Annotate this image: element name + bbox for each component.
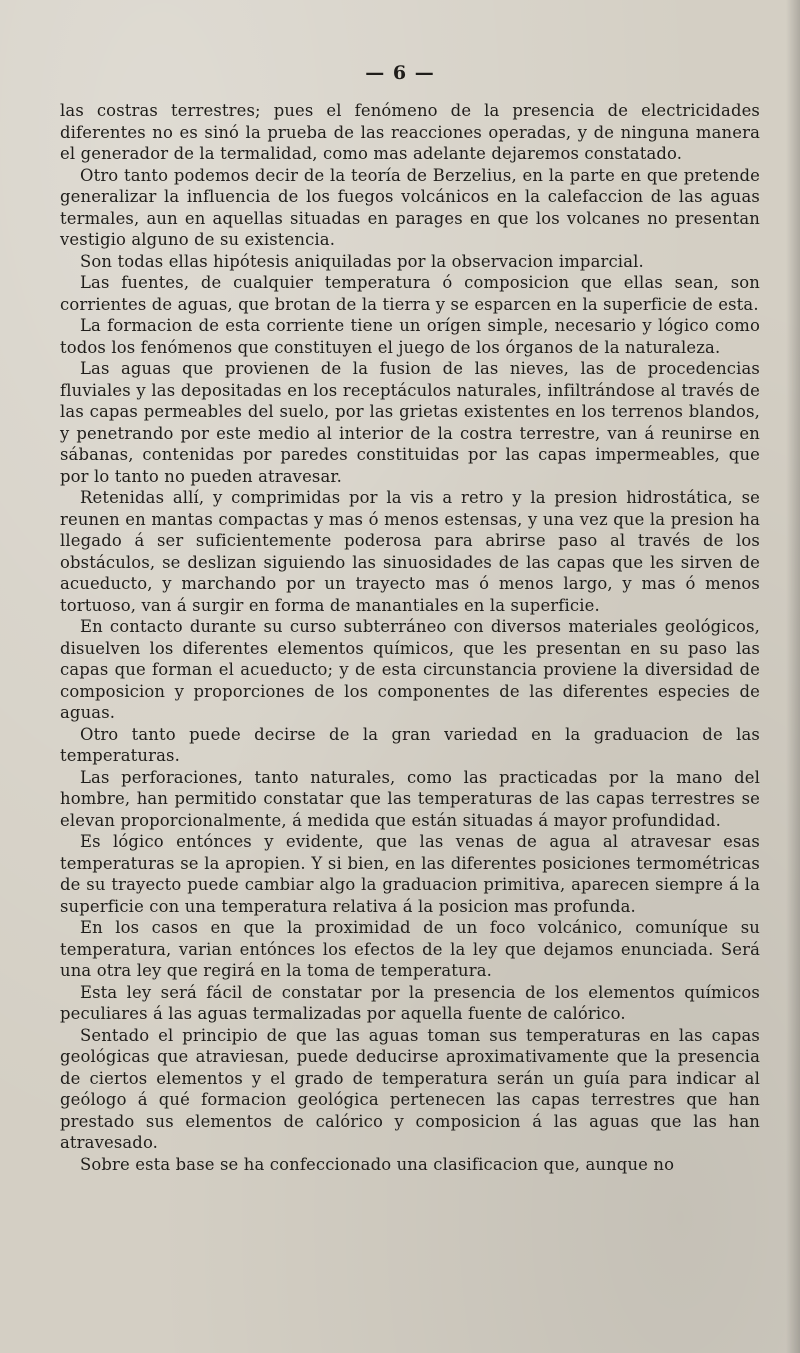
paragraph: La formacion de esta corriente tiene un orígen simple, necesario y lógico como todos los fenómenos que constituyen el juego de los órganos de la naturaleza.: [60, 316, 760, 357]
paragraph: Sentado el principio de que las aguas toman sus temperaturas en las capas geológicas que atraviesan, puede deducirse aproximativamente que la presencia de ciertos elementos y el grado de temperatura serán un guía para indicar al geólogo á qué formacion geológica pertenecen las capas terrestres que han prestado sus elementos de calórico y composicion á las aguas que las han atravesado.: [60, 1025, 760, 1152]
paragraph: En los casos en que la proximidad de un foco volcánico, comuníque su temperatura, varian entónces los efectos de la ley que dejamos enunciada. Será una otra ley que regirá en la toma de temperatura.: [60, 918, 760, 980]
paragraph: Las aguas que provienen de la fusion de las nieves, las de procedencias fluviales y las depositadas en los receptáculos naturales, infiltrándose al través de las capas permeables del suelo, por las grietas existentes en los terrenos blandos, y penetrando por este medio al interior de la costra terrestre, van á reunirse en sábanas, contenidas por paredes constituidas por las capas impermeables, que por lo tanto no pueden atravesar.: [60, 359, 760, 486]
paragraph: Las perforaciones, tanto naturales, como las practicadas por la mano del hombre, han permitido constatar que las temperaturas de las capas terrestres se elevan proporcionalmente, á medida que están situadas á mayor profundidad.: [60, 767, 760, 830]
paragraph: Las fuentes, de cualquier temperatura ó composicion que ellas sean, son corrientes de aguas, que brotan de la tierra y se esparcen en la superficie de esta.: [60, 273, 760, 314]
page-number: — 6 —: [365, 62, 435, 84]
paragraph: Esta ley será fácil de constatar por la presencia de los elementos químicos peculiares á las aguas termalizadas por aquella fuente de calórico.: [60, 982, 760, 1023]
paragraph: Retenidas allí, y comprimidas por la vis a retro y la presion hidrostática, se reunen en mantas compactas y mas ó menos estensas, y una vez que la presion ha llegado á ser suficientemente poderosa para abrirse paso al través de los obstáculos, se deslizan siguiendo las sinuosidades de las capas que les sirven de acueducto, y marchando por un trayecto mas ó menos largo, y mas ó menos tortuoso, van á surgir en forma de manantiales en la superficie.: [60, 488, 760, 615]
body-text: [60, 100, 760, 1175]
page-edge-shadow: [786, 0, 800, 1353]
paragraph: Otro tanto puede decirse de la gran variedad en la graduacion de las temperaturas.: [60, 724, 760, 765]
paragraph: Sobre esta base se ha confeccionado una clasificacion que, aunque no: [80, 1154, 675, 1174]
paragraph: las costras terrestres; pues el fenómeno de la presencia de electricidades diferentes no es sinó la prueba de las reacciones operadas, y de ninguna manera el generador de la termalidad, como mas adelante dejaremos constatado.: [60, 101, 760, 163]
paragraph: Es lógico entónces y evidente, que las venas de agua al atravesar esas temperaturas se la apropien. Y si bien, en las diferentes posiciones termométricas de su trayecto puede cambiar algo la graduacion primitiva, aparecen siempre á la superficie con una temperatura relativa á la posicion mas profunda.: [60, 832, 760, 916]
paragraph: En contacto durante su curso subterráneo con diversos materiales geológicos, disuelven los diferentes elementos químicos, que les presentan en su paso las capas que forman el acueducto; y de esta circunstancia proviene la diversidad de composicion y proporciones de los componentes de las diferentes especies de aguas.: [60, 617, 760, 722]
paragraph: Otro tanto podemos decir de la teoría de Berzelius, en la parte en que pretende generalizar la influencia de los fuegos volcánicos en la calefaccion de las aguas termales, aun en aquellas situadas en parages en que los volcanes no presentan vestigio alguno de su existencia.: [60, 165, 760, 249]
paragraph: Son todas ellas hipótesis aniquiladas por la observacion imparcial.: [80, 251, 644, 271]
